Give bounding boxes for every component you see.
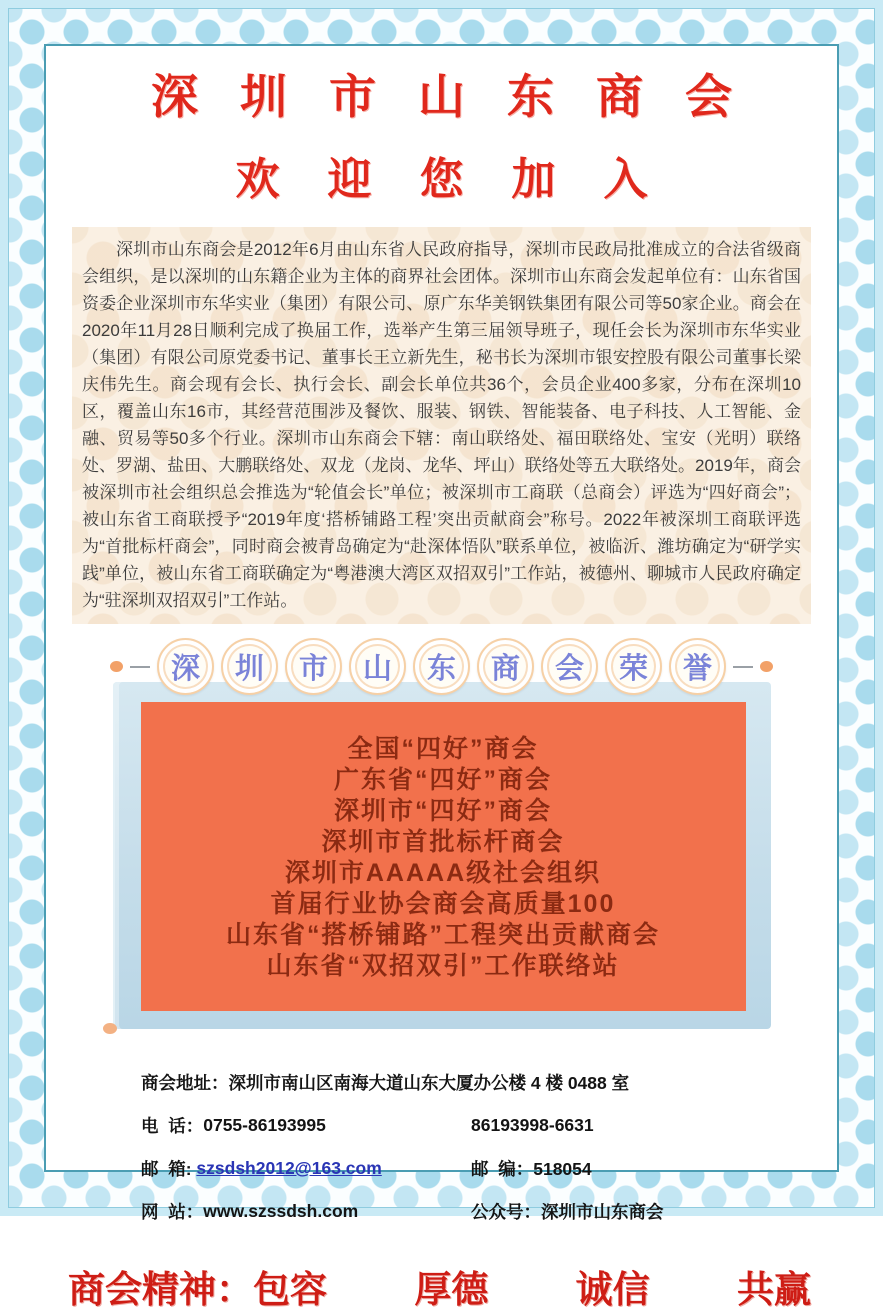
phone-number-2: 86193998-6631 — [471, 1115, 594, 1135]
honor-header-char: 山 — [349, 638, 406, 695]
slogan-first-group — [68, 1259, 327, 1313]
spirit-slogan — [68, 1259, 811, 1313]
email-link[interactable]: szsdsh2012@163.com — [196, 1158, 382, 1178]
right-orange-dot-icon — [760, 661, 773, 672]
honor-header-char: 深 — [157, 638, 214, 695]
phone-left — [141, 1113, 471, 1138]
honor-item: 山东省“双招双引”工作联络站 — [266, 952, 620, 980]
page-subtitle: 欢迎您加入 — [235, 155, 696, 204]
honor-item: 广东省“四好”商会 — [333, 766, 552, 794]
honor-list-box — [141, 702, 746, 1011]
address-value: 深圳市南山区南海大道山东大厦办公楼 4 楼 0488 室 — [228, 1073, 630, 1093]
zip-group — [471, 1156, 592, 1181]
slogan-value-2: 厚德 — [414, 1270, 489, 1311]
page-title: 深圳市山东商会 — [151, 72, 774, 124]
honor-header-char: 会 — [541, 638, 598, 695]
wechat-label: 公众号： — [471, 1202, 541, 1222]
honor-header-char: 荣 — [605, 638, 662, 695]
honor-header-char: 商 — [477, 638, 534, 695]
contact-row-email — [141, 1147, 797, 1190]
honor-header-char: 圳 — [221, 638, 278, 695]
honor-panel — [113, 682, 771, 1029]
right-dash-line — [733, 666, 753, 668]
honor-header-char: 誉 — [669, 638, 726, 695]
email-left — [141, 1156, 471, 1181]
website-value: www.szssdsh.com — [203, 1201, 359, 1221]
flyer-content-area — [44, 44, 839, 1311]
website-label: 网 站： — [141, 1202, 204, 1222]
honor-item: 首届行业协会商会高质量100 — [270, 890, 616, 918]
wechat-group — [471, 1199, 664, 1224]
contact-info-block — [141, 1061, 797, 1233]
honor-item: 全国“四好”商会 — [347, 735, 539, 763]
zip-value: 518054 — [533, 1159, 592, 1179]
honor-item: 深圳市AAAAA级社会组织 — [284, 859, 602, 887]
website-left — [141, 1199, 471, 1224]
slogan-value-4: 共赢 — [736, 1270, 811, 1311]
honor-item: 山东省“搭桥铺路”工程突出贡献商会 — [225, 921, 660, 949]
honor-header-char: 东 — [413, 638, 470, 695]
address-label: 商会地址： — [141, 1073, 229, 1093]
honor-item: 深圳市首批标杆商会 — [321, 828, 565, 856]
left-dash-line — [130, 666, 150, 668]
left-orange-dot-icon — [110, 661, 123, 672]
honor-item: 深圳市“四好”商会 — [333, 797, 552, 825]
honor-header-char: 市 — [285, 638, 342, 695]
slogan-value-1: 包容 — [253, 1270, 327, 1311]
contact-row-phone — [141, 1104, 797, 1147]
wechat-value: 深圳市山东商会 — [541, 1202, 664, 1222]
honor-section-header — [46, 638, 837, 695]
slogan-label: 商会精神： — [68, 1270, 253, 1311]
phone-label: 电 话： — [141, 1116, 204, 1136]
slogan-value-3: 诚信 — [575, 1270, 650, 1311]
zip-label: 邮 编： — [471, 1159, 534, 1179]
panel-corner-dot-icon — [103, 1023, 117, 1034]
introduction-paragraph: 深圳市山东商会是2012年6月由山东省人民政府指导，深圳市民政局批准成立的合法省级商会组织，是以深圳的山东籍企业为主体的商界社会团体。深圳市山东商会发起单位有：山东省国资委企业深圳市东华实业（集团）有限公司、原广东华美钢铁集团有限公司等50家企业。商会在2020年11月28日顺利完成了换届工作，选举产生第三届领导班子，现任会长为深圳市东华实业（集团）有限公司原党委书记、董事长王立新先生，秘书长为深圳市银安控股有限公司董事长梁庆伟先生。商会现有会长、执行会长、副会长单位共36个，会员企业400多家，分布在深圳10区，覆盖山东16市，其经营范围涉及餐饮、服装、钢铁、智能装备、电子科技、人工智能、金融、贸易等50多个行业。深圳市山东商会下辖：南山联络处、福田联络处、宝安（光明）联络处、罗湖、盐田、大鹏联络处、双龙（龙岗、龙华、坪山）联络处等五大联络处。2019年，商会被深圳市社会组织总会推选为“轮值会长”单位；被深圳市工商联（总商会）评选为“四好商会”；被山东省工商联授予“2019年度‘搭桥铺路工程’突出贡献商会”称号。2022年被深圳工商联评选为“首批标杆商会”，同时商会被青岛确定为“赴深体悟队”联系单位，被临沂、潍坊确定为“研学实践”单位，被山东省工商联确定为“粤港澳大湾区双招双引”工作站，被德州、聊城市人民政府确定为“驻深圳双招双引”工作站。 — [72, 227, 811, 624]
contact-row-address — [141, 1061, 797, 1104]
contact-row-website — [141, 1190, 797, 1233]
email-label: 邮 箱: — [141, 1159, 197, 1179]
phone-number-1: 0755-86193995 — [203, 1115, 326, 1135]
